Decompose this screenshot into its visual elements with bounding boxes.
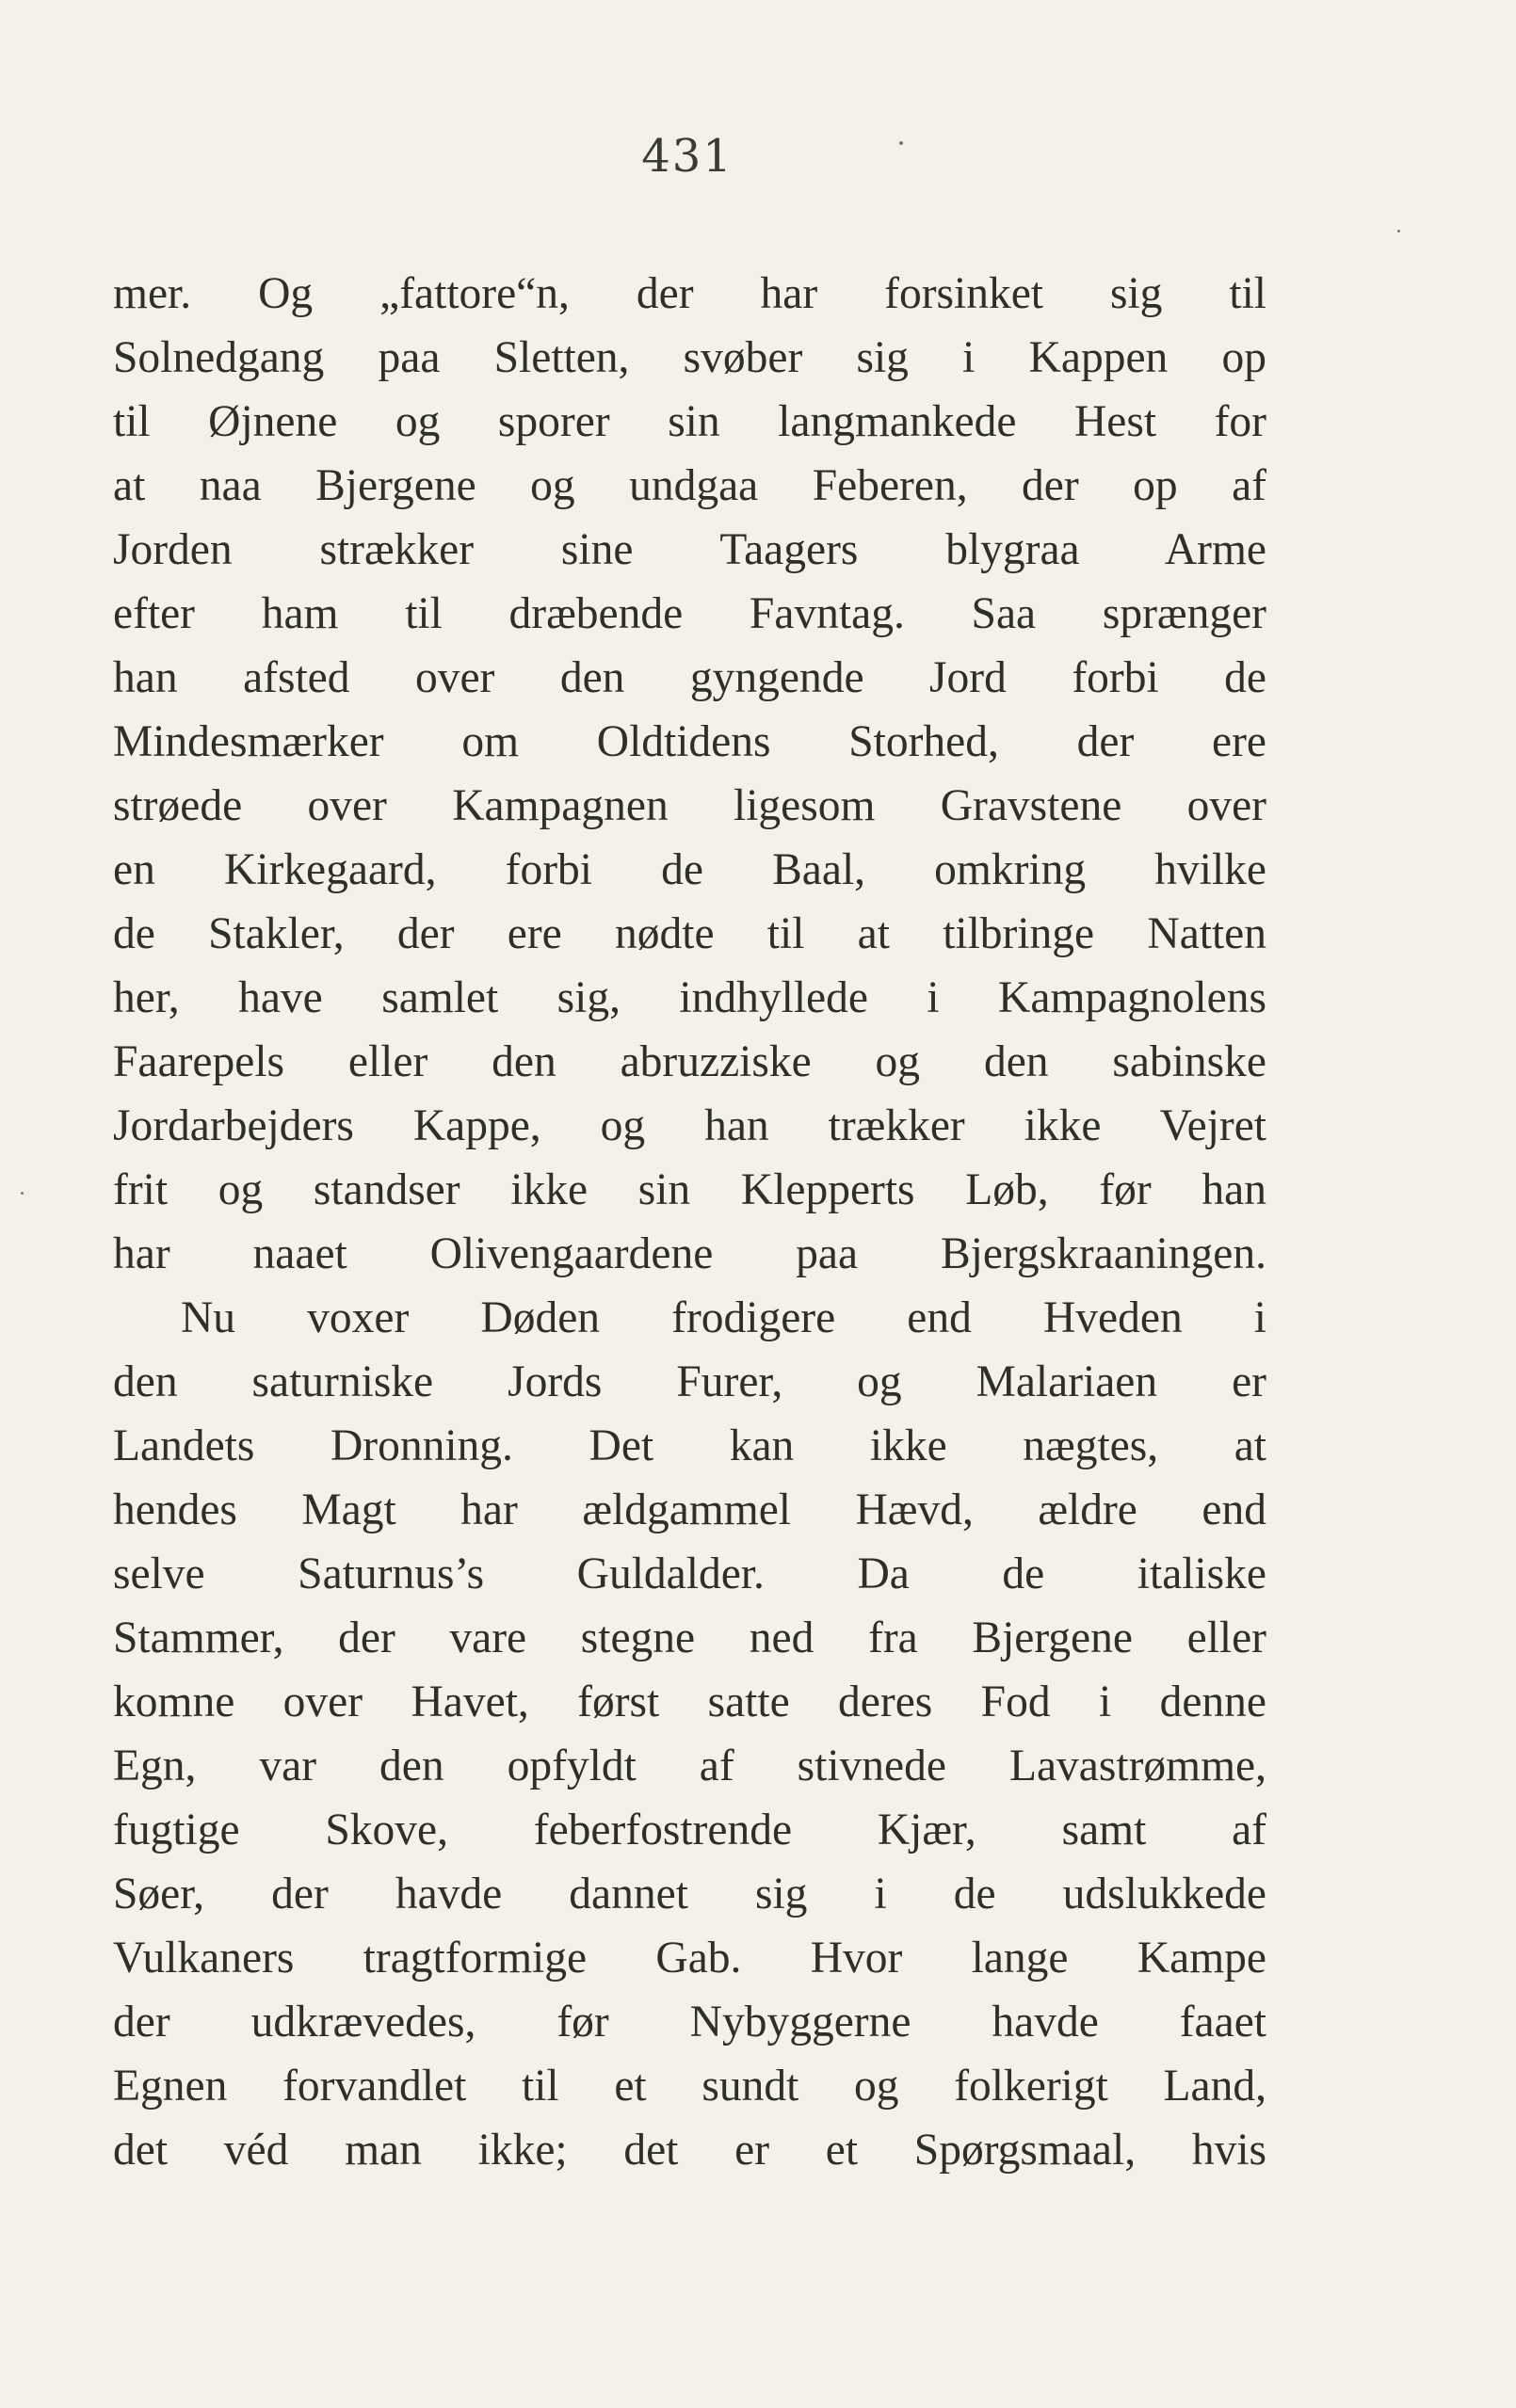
speck-mark	[1397, 230, 1400, 233]
text-line: Faarepels eller den abruzziske og den sabinske	[113, 1037, 1266, 1086]
text-line: hendes Magt har ældgammel Hævd, ældre end	[113, 1485, 1266, 1534]
text-line: Egn, var den opfyldt af stivnede Lavastrømme,	[113, 1742, 1266, 1790]
text-line: mer. Og „fattore“n, der har forsinket sig til	[113, 269, 1266, 318]
page-number: 431	[641, 130, 734, 183]
text-line: her, have samlet sig, indhyllede i Kampagnolens	[113, 973, 1266, 1022]
text-line: at naa Bjergene og undgaa Feberen, der op af	[113, 461, 1266, 510]
speck-mark	[21, 1192, 24, 1195]
text-line: fugtige Skove, feberfostrende Kjær, samt af	[113, 1806, 1266, 1854]
text-line: Egnen forvandlet til et sundt og folkerigt Land,	[113, 2062, 1266, 2111]
text-line: der udkrævedes, før Nybyggerne havde faaet	[113, 1998, 1266, 2047]
text-line: Vulkaners tragtformige Gab. Hvor lange Kampe	[113, 1934, 1266, 1983]
text-line: til Øjnene og sporer sin langmankede Hest for	[113, 397, 1266, 446]
text-line: det véd man ikke; det er et Spørgsmaal, hvis	[113, 2126, 1266, 2175]
text-line: frit og standser ikke sin Klepperts Løb, før han	[113, 1165, 1266, 1214]
text-line: han afsted over den gyngende Jord forbi de	[113, 653, 1266, 702]
text-line: komne over Havet, først satte deres Fod i denne	[113, 1678, 1266, 1726]
text-line: Jordarbejders Kappe, og han trækker ikke Vejret	[113, 1101, 1266, 1150]
text-line: selve Saturnus’s Guldalder. Da de italiske	[113, 1549, 1266, 1598]
text-line: Jorden strækker sine Taagers blygraa Arme	[113, 525, 1266, 574]
body-text	[113, 262, 1266, 2182]
text-line: Mindesmærker om Oldtidens Storhed, der ere	[113, 717, 1266, 766]
text-line: efter ham til dræbende Favntag. Saa sprænger	[113, 589, 1266, 638]
text-line: Solnedgang paa Sletten, svøber sig i Kappen op	[113, 333, 1266, 382]
text-line: en Kirkegaard, forbi de Baal, omkring hvilke	[113, 845, 1266, 894]
text-line: Stammer, der vare stegne ned fra Bjergene eller	[113, 1613, 1266, 1662]
text-line: har naaet Olivengaardene paa Bjergskraaningen.	[113, 1229, 1266, 1278]
text-line: Nu voxer Døden frodigere end Hveden i	[181, 1293, 1266, 1342]
text-line: de Stakler, der ere nødte til at tilbringe Natten	[113, 909, 1266, 958]
text-line: Landets Dronning. Det kan ikke nægtes, at	[113, 1421, 1266, 1470]
text-line: strøede over Kampagnen ligesom Gravstene over	[113, 781, 1266, 830]
text-line: den saturniske Jords Furer, og Malariaen er	[113, 1357, 1266, 1406]
text-line: Søer, der havde dannet sig i de udslukkede	[113, 1870, 1266, 1918]
